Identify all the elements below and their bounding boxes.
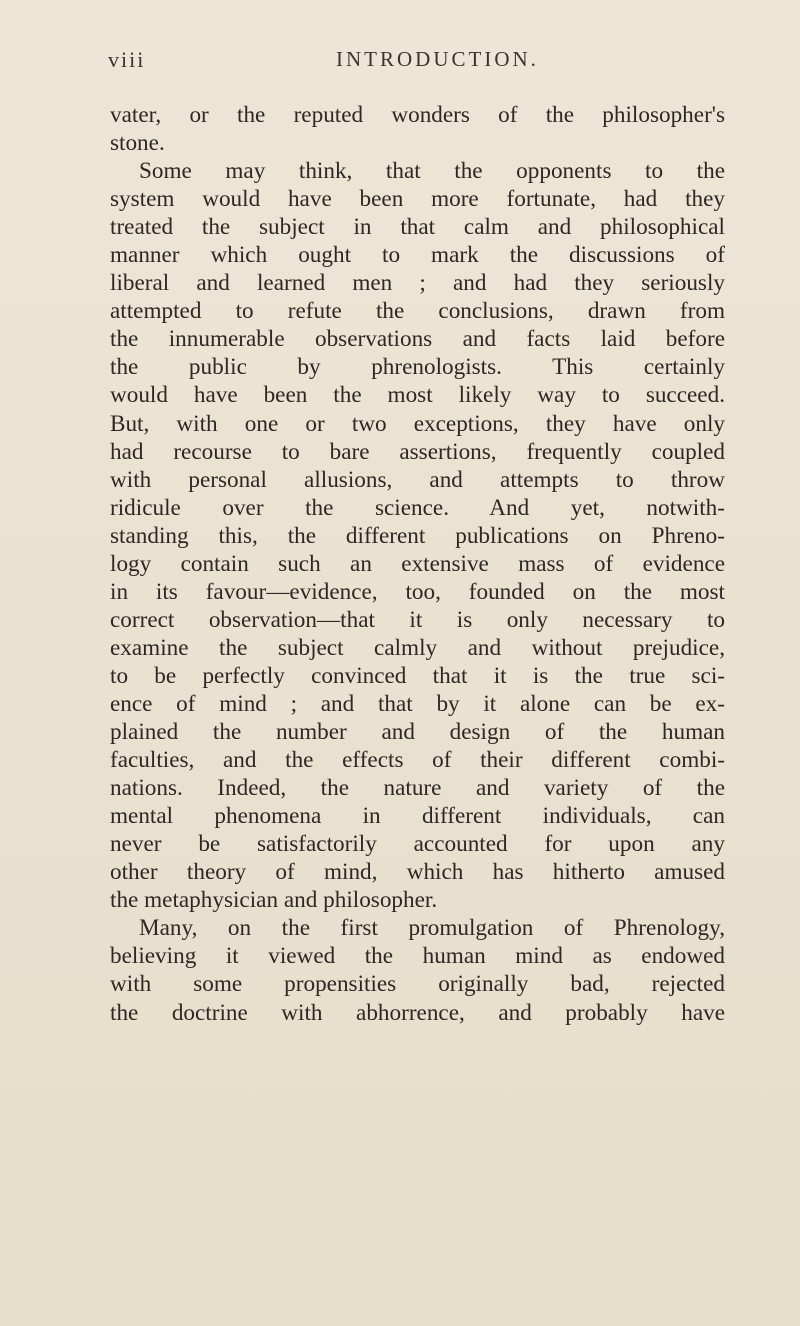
- text-line: the doctrine with abhorrence, and probably have: [110, 999, 725, 1026]
- text-line: Many, on the first promulgation of Phrenology,: [139, 915, 725, 942]
- text-line: with some propensities originally bad, rejected: [110, 971, 725, 998]
- text-line: treated the subject in that calm and philosophical: [110, 214, 725, 241]
- text-line: the public by phrenologists. This certainly: [110, 354, 725, 381]
- text-line: liberal and learned men ; and had they seriously: [110, 270, 725, 297]
- text-line: Some may think, that the opponents to the: [139, 158, 725, 185]
- text-line: never be satisfactorily accounted for upon any: [110, 831, 725, 858]
- text-line: had recourse to bare assertions, frequently coupled: [110, 438, 725, 465]
- text-line: faculties, and the effects of their different combi-: [110, 747, 725, 774]
- text-line: the innumerable observations and facts laid before: [110, 326, 725, 353]
- text-line: other theory of mind, which has hitherto amused: [110, 859, 725, 886]
- text-line: plained the number and design of the human: [110, 719, 725, 746]
- page-header: [108, 47, 708, 77]
- text-line: manner which ought to mark the discussions of: [110, 242, 725, 269]
- text-line: logy contain such an extensive mass of evidence: [110, 550, 725, 577]
- text-line: vater, or the reputed wonders of the philosopher's: [110, 102, 725, 128]
- text-line: system would have been more fortunate, had they: [110, 186, 725, 213]
- body-text: [110, 101, 725, 1027]
- text-line: standing this, the different publications on Phreno-: [110, 522, 725, 549]
- page-number: viii: [108, 47, 146, 72]
- running-head: INTRODUCTION.: [336, 47, 539, 71]
- text-line: ridicule over the science. And yet, notwith-: [110, 494, 725, 521]
- text-line: the metaphysician and philosopher.: [110, 887, 438, 914]
- text-line: correct observation—that it is only necessary to: [110, 606, 725, 633]
- text-line: attempted to refute the conclusions, drawn from: [110, 298, 725, 325]
- text-line: would have been the most likely way to succeed.: [110, 382, 725, 409]
- text-line: in its favour—evidence, too, founded on the most: [110, 578, 725, 605]
- text-line: mental phenomena in different individuals, can: [110, 803, 725, 830]
- text-line: nations. Indeed, the nature and variety of the: [110, 775, 725, 802]
- text-line: with personal allusions, and attempts to throw: [110, 466, 725, 493]
- text-line: believing it viewed the human mind as endowed: [110, 943, 725, 970]
- text-line: stone.: [110, 130, 165, 157]
- text-line: ence of mind ; and that by it alone can be ex-: [110, 690, 725, 717]
- text-line: to be perfectly convinced that it is the true sci-: [110, 662, 725, 689]
- text-line: But, with one or two exceptions, they have only: [110, 410, 725, 437]
- text-line: examine the subject calmly and without prejudice,: [110, 634, 725, 661]
